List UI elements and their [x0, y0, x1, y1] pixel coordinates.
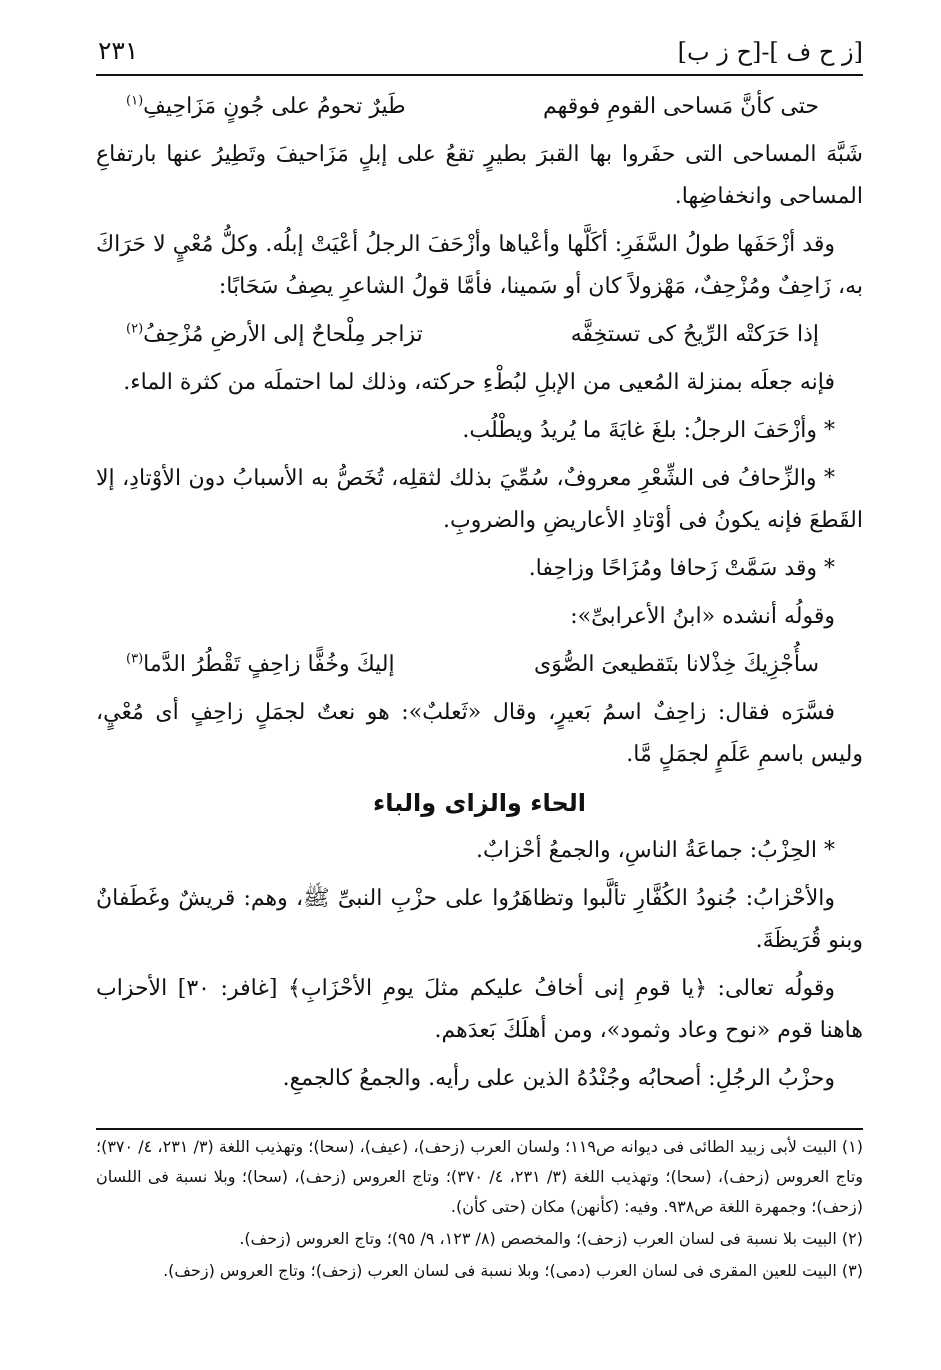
footnote-ref-2: (٢)	[126, 321, 144, 337]
paragraph-3: فإنه جعلَه بمنزلة المُعيى من الإبلِ لبُطْءِ حركته، وذلك لما احتملَه من كثرة الماء.	[123, 370, 835, 395]
paragraph-4: * وأزْحَفَ الرجلُ: بلغَ غايَةَ ما يُريدُ ويطْلُب.	[462, 418, 835, 443]
verse-1-second-hemistich: طَيرٌ تحومُ على جُونٍ مَزَاحِيفِ$^{(١)}$	[126, 93, 406, 119]
verse-3-second-hemistich: إليكَ وخُفًّا زاحِفٍ تَقْطُرُ الدَّما$^{(٣)}$	[126, 651, 395, 677]
paragraph-12: وحزْبُ الرجُلِ: أصحابُه وجُنْدُهُ الذين على رأيه. والجمعُ كالجمعِ.	[282, 1066, 835, 1091]
paragraph-2: وقد أزْحَفَها طولُ السَّفَرِ: أكَلَّها وأعْياها وأزْحَفَ الرجلُ أعْيَتْ إبلُه. وكلُّ مُعْيٍ لا حَرَاكَ به، زَاحِفٌ ومُزْحِفٌ، مَهْزولاً كان أو سَمينا، فأمَّا قولُ الشاعرِ يصِفُ سَحَابًا:	[96, 232, 863, 299]
footnote-ref-3: (٣)	[126, 651, 144, 667]
paragraph-5: * والزِّحافُ فى الشِّعْرِ معروفٌ، سُمِّيَ بذلك لثقلِه، تُخَصُّ به الأسبابُ دون الأوْتادِ، إلا القَطعَ فإنه يكونُ فى أوْتادِ الأعاريضِ والضروبِ.	[96, 466, 863, 533]
paragraph-6: * وقد سَمَّتْ زَحافا ومُزَاحًا وزاحِفا.	[528, 556, 835, 581]
verse-3	[96, 644, 863, 686]
verse-3-first-hemistich: سأُجْزِيكَ خِذْلانا بتَقطيعىَ الصُّوَى	[533, 652, 819, 677]
footnotes	[96, 1128, 863, 1288]
verse-2	[96, 314, 863, 356]
footnote-3: (٣) البيت للعين المقرى فى لسان العرب (دمى)؛ وبلا نسبة فى لسان العرب (زحف)؛ وتاج العروس (زحف).	[163, 1261, 863, 1280]
page-number: ٢٣١	[98, 36, 139, 65]
paragraph-9: * الحِزْبُ: جماعَةُ الناسِ، والجمعُ أحْزابٌ.	[475, 838, 835, 863]
paragraph-11: وقولُه تعالى: ﴿يا قومِ إنى أخافُ عليكم مثلَ يومِ الأحْزَابِ﴾ [غافر: ٣٠] الأحزاب هاهنا قوم «نوح وعاد وثمود»، ومن أهلَكَ بَعدَهم.	[96, 976, 863, 1043]
verse-2-first-hemistich: إذا حَرَكتْه الرِّيحُ كى تستخِفَّه	[570, 322, 819, 347]
footnote-1: (١) البيت لأبى زبيد الطائى فى ديوانه ص١١٩؛ ولسان العرب (زحف)، (عيف)، (سحا)؛ وتهذيب اللغة (٣/ ٢٣١، ٤/ ٣٧٠)؛ وتاج العروس (زحف)، (سحا)؛ وتهذيب اللغة (٣/ ٢٣١، ٤/ ٣٧٠)؛ وتاج العروس (زحف)، (سحا)؛ وبلا نسبة فى اللسان (زحف)؛ وجمهرة اللغة ص٩٣٨. وفيه: (كأنهن) مكان (حتى كأن).	[96, 1137, 864, 1216]
verse-2-second-hemistich: تزاجر مِلْحاحٌ إلى الأرضِ مُزْحِفُ$^{(٢)}$	[126, 321, 423, 347]
page-header	[96, 30, 863, 76]
paragraph-1: شَبَّهَ المساحى التى حفَروا بها القبرَ بطيرٍ تقعُ على إبلٍ مَزَاحيفَ وتَطِيرُ عنها بارتفاعِ المساحى وانخفاضِها.	[96, 142, 863, 209]
paragraph-8: فسَّرَه فقال: زاحِفٌ اسمُ بَعيرٍ، وقال «ثَعلبٌ»: هو نعتٌ لجمَلٍ زاحِفٍ أى مُعْيٍ، وليس باسمِ عَلَمٍ لجمَلٍ مَّا.	[96, 700, 863, 767]
section-heading: الحاء والزاى والباء	[372, 789, 587, 817]
main-text	[96, 86, 863, 1106]
footnote-ref-1: (١)	[126, 93, 144, 109]
verse-1	[96, 86, 863, 128]
footnote-2: (٢) البيت بلا نسبة فى لسان العرب (زحف)؛ والمخصص (٨/ ١٢٣، ٩/ ٩٥)؛ وتاج العروس (زحف).	[239, 1229, 863, 1248]
running-head: [ز ح ف ]-[ح ز ب]	[677, 38, 863, 66]
paragraph-10: والأحْزابُ: جُنودُ الكُفَّارِ تألَّبوا وتظاهَرُوا على حزْبِ النبىِّ ﷺ، وهم: قريشٌ وغَطَفانٌ وبنو قُرَيظَةَ.	[96, 886, 863, 953]
paragraph-7: وقولُه أنشده «ابنُ الأعرابىِّ»:	[570, 604, 835, 629]
verse-1-first-hemistich: حتى كأنَّ مَساحى القومِ فوقهم	[542, 94, 819, 119]
